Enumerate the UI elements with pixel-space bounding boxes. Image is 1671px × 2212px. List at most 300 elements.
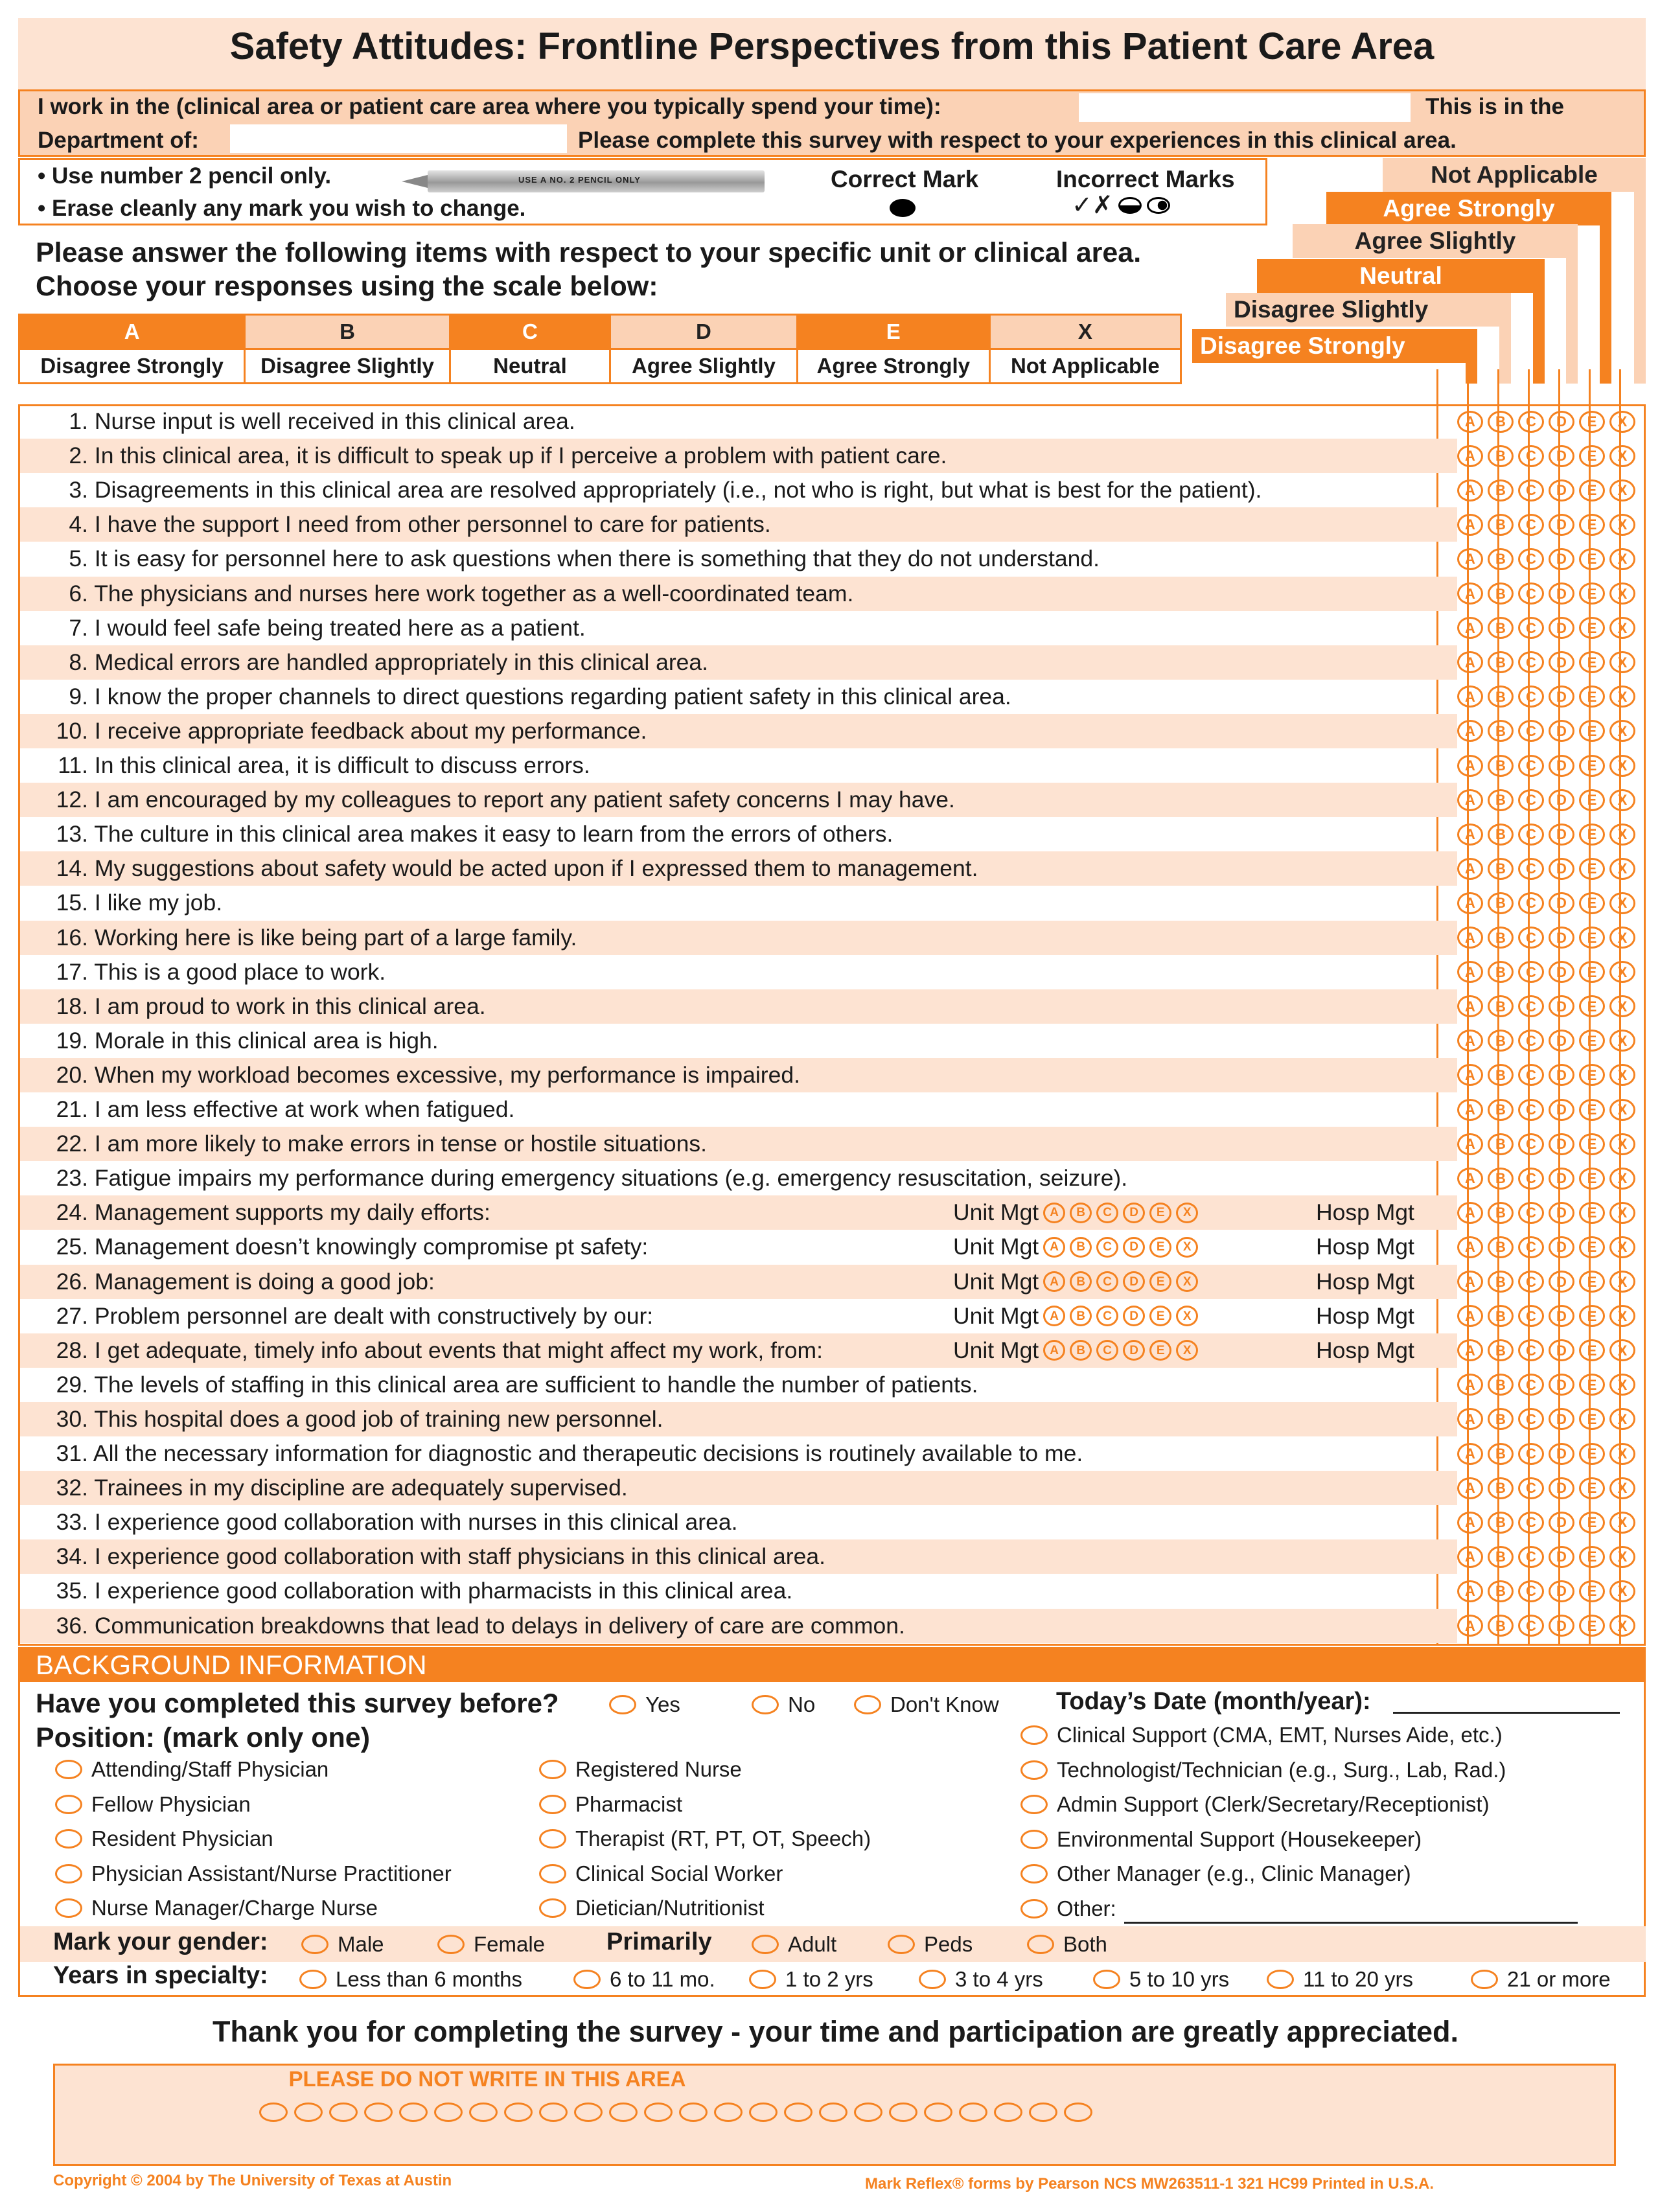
bubble-d[interactable]: D (1549, 651, 1574, 673)
bubble-c[interactable]: C (1518, 1236, 1544, 1258)
bubble-c[interactable]: C (1518, 685, 1544, 708)
unit-bubble-b[interactable]: B (1070, 1271, 1092, 1292)
bubble-c[interactable]: C (1518, 582, 1544, 605)
bubble-c[interactable]: C (1518, 617, 1544, 639)
bubble-c[interactable]: C (1518, 1477, 1544, 1499)
position-radio[interactable] (539, 1864, 566, 1884)
bubble-a[interactable]: A (1457, 789, 1483, 811)
bubble-a[interactable]: A (1457, 1168, 1483, 1190)
bubble-e[interactable]: E (1579, 685, 1605, 708)
bubble-a[interactable]: A (1457, 1030, 1483, 1052)
bubble-d[interactable]: D (1549, 961, 1574, 983)
years-radio[interactable] (749, 1970, 776, 1989)
bubble-a[interactable]: A (1457, 892, 1483, 914)
option-adult[interactable] (752, 1932, 836, 1957)
bubble-d[interactable]: D (1549, 995, 1574, 1017)
bubble-e[interactable]: E (1579, 445, 1605, 467)
unit-bubble-c[interactable]: C (1096, 1203, 1118, 1223)
bubble-e[interactable]: E (1579, 1133, 1605, 1155)
position-radio[interactable] (1020, 1760, 1048, 1780)
bubble-c[interactable]: C (1518, 961, 1544, 983)
bubble-b[interactable]: B (1488, 755, 1514, 777)
unit-bubble-e[interactable]: E (1149, 1203, 1171, 1223)
bubble-a[interactable]: A (1457, 961, 1483, 983)
bubble-x[interactable]: X (1609, 1064, 1635, 1086)
bubble-d[interactable]: D (1549, 1271, 1574, 1293)
bubble-e[interactable]: E (1579, 927, 1605, 949)
bubble-x[interactable]: X (1609, 1236, 1635, 1258)
bubble-d[interactable]: D (1549, 1546, 1574, 1568)
unit-bubble-e[interactable]: E (1149, 1237, 1171, 1258)
bubble-b[interactable]: B (1488, 720, 1514, 742)
bubble-a[interactable]: A (1457, 1339, 1483, 1361)
bubble-e[interactable]: E (1579, 548, 1605, 570)
bubble-e[interactable]: E (1579, 617, 1605, 639)
bubble-d[interactable]: D (1549, 479, 1574, 501)
bubble-c[interactable]: C (1518, 858, 1544, 880)
bubble-b[interactable]: B (1488, 582, 1514, 605)
bubble-e[interactable]: E (1579, 1064, 1605, 1086)
position-option[interactable] (1020, 1861, 1411, 1886)
unit-bubble-x[interactable]: X (1176, 1237, 1198, 1258)
bubble-b[interactable]: B (1488, 1580, 1514, 1602)
bubble-c[interactable]: C (1518, 514, 1544, 536)
position-radio[interactable] (55, 1760, 82, 1779)
bubble-c[interactable]: C (1518, 927, 1544, 949)
bubble-d[interactable]: D (1549, 789, 1574, 811)
bubble-b[interactable]: B (1488, 1546, 1514, 1568)
bubble-e[interactable]: E (1579, 1168, 1605, 1190)
unit-bubble-d[interactable]: D (1123, 1340, 1145, 1361)
bubble-a[interactable]: A (1457, 755, 1483, 777)
bubble-x[interactable]: X (1609, 1305, 1635, 1327)
bubble-e[interactable]: E (1579, 892, 1605, 914)
years-radio[interactable] (919, 1970, 946, 1989)
bubble-x[interactable]: X (1609, 824, 1635, 846)
position-radio[interactable] (1020, 1864, 1048, 1884)
position-radio[interactable] (55, 1829, 82, 1849)
unit-bubble-d[interactable]: D (1123, 1306, 1145, 1326)
bubble-x[interactable]: X (1609, 1477, 1635, 1499)
bubble-d[interactable]: D (1549, 824, 1574, 846)
position-radio[interactable] (1020, 1795, 1048, 1814)
bubble-x[interactable]: X (1609, 685, 1635, 708)
bubble-e[interactable]: E (1579, 1615, 1605, 1637)
position-option[interactable] (539, 1896, 765, 1920)
bubble-a[interactable]: A (1457, 651, 1483, 673)
bubble-b[interactable]: B (1488, 1512, 1514, 1534)
bubble-b[interactable]: B (1488, 1477, 1514, 1499)
unit-bubble-c[interactable]: C (1096, 1237, 1118, 1258)
option-peds[interactable] (888, 1932, 973, 1957)
radio-peds[interactable] (888, 1935, 915, 1954)
bubble-a[interactable]: A (1457, 720, 1483, 742)
bubble-a[interactable]: A (1457, 1271, 1483, 1293)
bubble-b[interactable]: B (1488, 1030, 1514, 1052)
bubble-a[interactable]: A (1457, 548, 1483, 570)
bubble-b[interactable]: B (1488, 1168, 1514, 1190)
position-radio[interactable] (1020, 1725, 1048, 1745)
bubble-d[interactable]: D (1549, 685, 1574, 708)
radio-no[interactable] (752, 1695, 779, 1714)
bubble-b[interactable]: B (1488, 995, 1514, 1017)
bubble-c[interactable]: C (1518, 1099, 1544, 1121)
bubble-b[interactable]: B (1488, 1099, 1514, 1121)
bubble-e[interactable]: E (1579, 1099, 1605, 1121)
bubble-e[interactable]: E (1579, 1580, 1605, 1602)
bubble-c[interactable]: C (1518, 1339, 1544, 1361)
bubble-c[interactable]: C (1518, 1133, 1544, 1155)
bubble-b[interactable]: B (1488, 824, 1514, 846)
unit-bubble-c[interactable]: C (1096, 1340, 1118, 1361)
position-option[interactable] (1020, 1758, 1506, 1782)
radio-adult[interactable] (752, 1935, 779, 1954)
bubble-e[interactable]: E (1579, 1271, 1605, 1293)
bubble-x[interactable]: X (1609, 411, 1635, 433)
unit-bubble-e[interactable]: E (1149, 1340, 1171, 1361)
bubble-c[interactable]: C (1518, 995, 1544, 1017)
bubble-x[interactable]: X (1609, 1408, 1635, 1430)
bubble-e[interactable]: E (1579, 961, 1605, 983)
bubble-e[interactable]: E (1579, 514, 1605, 536)
bubble-e[interactable]: E (1579, 789, 1605, 811)
bubble-c[interactable]: C (1518, 479, 1544, 501)
bubble-x[interactable]: X (1609, 1615, 1635, 1637)
radio-male[interactable] (301, 1935, 328, 1954)
bubble-c[interactable]: C (1518, 892, 1544, 914)
bubble-d[interactable]: D (1549, 1512, 1574, 1534)
bubble-a[interactable]: A (1457, 824, 1483, 846)
bubble-e[interactable]: E (1579, 720, 1605, 742)
bubble-c[interactable]: C (1518, 1512, 1544, 1534)
bubble-d[interactable]: D (1549, 892, 1574, 914)
position-option[interactable] (55, 1861, 452, 1886)
bubble-c[interactable]: C (1518, 1615, 1544, 1637)
bubble-c[interactable]: C (1518, 1030, 1544, 1052)
bubble-d[interactable]: D (1549, 1580, 1574, 1602)
bubble-a[interactable]: A (1457, 1546, 1483, 1568)
bubble-d[interactable]: D (1549, 1236, 1574, 1258)
bubble-d[interactable]: D (1549, 617, 1574, 639)
bubble-e[interactable]: E (1579, 1512, 1605, 1534)
bubble-a[interactable]: A (1457, 479, 1483, 501)
bubble-c[interactable]: C (1518, 1271, 1544, 1293)
years-option[interactable] (1267, 1967, 1413, 1992)
department-field[interactable] (230, 124, 567, 153)
bubble-x[interactable]: X (1609, 927, 1635, 949)
bubble-e[interactable]: E (1579, 1202, 1605, 1224)
bubble-x[interactable]: X (1609, 1580, 1635, 1602)
date-field-line[interactable] (1393, 1712, 1620, 1714)
bubble-x[interactable]: X (1609, 1030, 1635, 1052)
bubble-a[interactable]: A (1457, 927, 1483, 949)
bubble-x[interactable]: X (1609, 479, 1635, 501)
bubble-d[interactable]: D (1549, 1615, 1574, 1637)
bubble-d[interactable]: D (1549, 1339, 1574, 1361)
bubble-d[interactable]: D (1549, 548, 1574, 570)
years-option[interactable] (299, 1967, 522, 1992)
bubble-e[interactable]: E (1579, 824, 1605, 846)
bubble-x[interactable]: X (1609, 1374, 1635, 1396)
bubble-a[interactable]: A (1457, 995, 1483, 1017)
bubble-d[interactable]: D (1549, 1374, 1574, 1396)
bubble-c[interactable]: C (1518, 1305, 1544, 1327)
bubble-b[interactable]: B (1488, 1374, 1514, 1396)
bubble-c[interactable]: C (1518, 720, 1544, 742)
years-option[interactable] (749, 1967, 873, 1992)
years-option[interactable] (1093, 1967, 1229, 1992)
bubble-x[interactable]: X (1609, 789, 1635, 811)
bubble-d[interactable]: D (1549, 445, 1574, 467)
bubble-c[interactable]: C (1518, 824, 1544, 846)
option-dont-know[interactable] (854, 1692, 999, 1717)
position-option[interactable] (539, 1826, 871, 1851)
bubble-b[interactable]: B (1488, 1271, 1514, 1293)
unit-bubble-e[interactable]: E (1149, 1306, 1171, 1326)
bubble-a[interactable]: A (1457, 1512, 1483, 1534)
position-radio[interactable] (539, 1829, 566, 1849)
bubble-e[interactable]: E (1579, 755, 1605, 777)
position-option[interactable] (1020, 1792, 1490, 1817)
bubble-x[interactable]: X (1609, 651, 1635, 673)
unit-bubble-b[interactable]: B (1070, 1203, 1092, 1223)
position-option[interactable] (1020, 1723, 1503, 1747)
bubble-x[interactable]: X (1609, 1099, 1635, 1121)
radio-both[interactable] (1027, 1935, 1054, 1954)
bubble-a[interactable]: A (1457, 1443, 1483, 1465)
position-option[interactable] (1020, 1896, 1116, 1921)
bubble-e[interactable]: E (1579, 1408, 1605, 1430)
bubble-b[interactable]: B (1488, 858, 1514, 880)
position-radio[interactable] (539, 1795, 566, 1814)
bubble-d[interactable]: D (1549, 755, 1574, 777)
unit-bubble-c[interactable]: C (1096, 1271, 1118, 1292)
years-option[interactable] (919, 1967, 1043, 1992)
position-option[interactable] (55, 1896, 378, 1920)
unit-bubble-b[interactable]: B (1070, 1340, 1092, 1361)
bubble-e[interactable]: E (1579, 1030, 1605, 1052)
bubble-e[interactable]: E (1579, 1339, 1605, 1361)
bubble-a[interactable]: A (1457, 1580, 1483, 1602)
years-radio[interactable] (1093, 1970, 1120, 1989)
bubble-c[interactable]: C (1518, 1580, 1544, 1602)
bubble-a[interactable]: A (1457, 858, 1483, 880)
bubble-a[interactable]: A (1457, 445, 1483, 467)
bubble-d[interactable]: D (1549, 1168, 1574, 1190)
bubble-c[interactable]: C (1518, 1168, 1544, 1190)
bubble-b[interactable]: B (1488, 1133, 1514, 1155)
position-option[interactable] (55, 1757, 328, 1782)
bubble-a[interactable]: A (1457, 1477, 1483, 1499)
bubble-a[interactable]: A (1457, 1202, 1483, 1224)
bubble-e[interactable]: E (1579, 651, 1605, 673)
bubble-b[interactable]: B (1488, 961, 1514, 983)
bubble-c[interactable]: C (1518, 755, 1544, 777)
bubble-x[interactable]: X (1609, 548, 1635, 570)
bubble-x[interactable]: X (1609, 1512, 1635, 1534)
unit-bubble-x[interactable]: X (1176, 1306, 1198, 1326)
option-no[interactable] (752, 1692, 815, 1717)
bubble-c[interactable]: C (1518, 1374, 1544, 1396)
bubble-x[interactable]: X (1609, 1168, 1635, 1190)
bubble-c[interactable]: C (1518, 1202, 1544, 1224)
bubble-c[interactable]: C (1518, 1443, 1544, 1465)
bubble-b[interactable]: B (1488, 1408, 1514, 1430)
bubble-x[interactable]: X (1609, 445, 1635, 467)
bubble-e[interactable]: E (1579, 1236, 1605, 1258)
bubble-e[interactable]: E (1579, 1374, 1605, 1396)
unit-bubble-a[interactable]: A (1043, 1271, 1065, 1292)
bubble-x[interactable]: X (1609, 1133, 1635, 1155)
bubble-x[interactable]: X (1609, 1271, 1635, 1293)
bubble-x[interactable]: X (1609, 892, 1635, 914)
bubble-a[interactable]: A (1457, 1305, 1483, 1327)
bubble-b[interactable]: B (1488, 1305, 1514, 1327)
unit-bubble-a[interactable]: A (1043, 1340, 1065, 1361)
bubble-b[interactable]: B (1488, 514, 1514, 536)
bubble-x[interactable]: X (1609, 720, 1635, 742)
bubble-x[interactable]: X (1609, 755, 1635, 777)
unit-bubble-x[interactable]: X (1176, 1271, 1198, 1292)
years-radio[interactable] (573, 1970, 601, 1989)
bubble-a[interactable]: A (1457, 582, 1483, 605)
position-option[interactable] (1020, 1827, 1422, 1852)
position-radio[interactable] (539, 1898, 566, 1918)
bubble-d[interactable]: D (1549, 1477, 1574, 1499)
radio-female[interactable] (437, 1935, 465, 1954)
unit-bubble-b[interactable]: B (1070, 1306, 1092, 1326)
unit-bubble-c[interactable]: C (1096, 1306, 1118, 1326)
bubble-b[interactable]: B (1488, 685, 1514, 708)
bubble-d[interactable]: D (1549, 1099, 1574, 1121)
bubble-a[interactable]: A (1457, 1236, 1483, 1258)
bubble-c[interactable]: C (1518, 548, 1544, 570)
bubble-a[interactable]: A (1457, 514, 1483, 536)
other-position-line[interactable] (1124, 1922, 1578, 1924)
bubble-d[interactable]: D (1549, 411, 1574, 433)
unit-bubble-d[interactable]: D (1123, 1237, 1145, 1258)
years-radio[interactable] (299, 1970, 327, 1989)
bubble-a[interactable]: A (1457, 1064, 1483, 1086)
bubble-d[interactable]: D (1549, 514, 1574, 536)
bubble-c[interactable]: C (1518, 651, 1544, 673)
bubble-a[interactable]: A (1457, 411, 1483, 433)
bubble-a[interactable]: A (1457, 1615, 1483, 1637)
bubble-d[interactable]: D (1549, 1443, 1574, 1465)
bubble-a[interactable]: A (1457, 1099, 1483, 1121)
years-option[interactable] (1471, 1967, 1611, 1992)
bubble-b[interactable]: B (1488, 927, 1514, 949)
option-male[interactable] (301, 1932, 384, 1957)
position-option[interactable] (539, 1861, 783, 1886)
bubble-b[interactable]: B (1488, 548, 1514, 570)
unit-bubble-x[interactable]: X (1176, 1340, 1198, 1361)
years-radio[interactable] (1267, 1970, 1294, 1989)
position-option[interactable] (539, 1792, 682, 1817)
bubble-b[interactable]: B (1488, 892, 1514, 914)
bubble-e[interactable]: E (1579, 1546, 1605, 1568)
bubble-x[interactable]: X (1609, 961, 1635, 983)
bubble-a[interactable]: A (1457, 685, 1483, 708)
option-both[interactable] (1027, 1932, 1107, 1957)
bubble-c[interactable]: C (1518, 445, 1544, 467)
bubble-b[interactable]: B (1488, 1064, 1514, 1086)
bubble-e[interactable]: E (1579, 479, 1605, 501)
bubble-d[interactable]: D (1549, 1064, 1574, 1086)
unit-bubble-a[interactable]: A (1043, 1237, 1065, 1258)
bubble-d[interactable]: D (1549, 1305, 1574, 1327)
bubble-d[interactable]: D (1549, 1408, 1574, 1430)
position-option[interactable] (55, 1792, 251, 1817)
bubble-c[interactable]: C (1518, 789, 1544, 811)
bubble-d[interactable]: D (1549, 927, 1574, 949)
bubble-b[interactable]: B (1488, 789, 1514, 811)
bubble-b[interactable]: B (1488, 651, 1514, 673)
position-radio[interactable] (55, 1795, 82, 1814)
bubble-b[interactable]: B (1488, 1236, 1514, 1258)
bubble-c[interactable]: C (1518, 1064, 1544, 1086)
bubble-e[interactable]: E (1579, 411, 1605, 433)
bubble-c[interactable]: C (1518, 411, 1544, 433)
bubble-d[interactable]: D (1549, 858, 1574, 880)
option-female[interactable] (437, 1932, 545, 1957)
unit-bubble-a[interactable]: A (1043, 1306, 1065, 1326)
bubble-x[interactable]: X (1609, 582, 1635, 605)
bubble-d[interactable]: D (1549, 1030, 1574, 1052)
years-option[interactable] (573, 1967, 715, 1992)
unit-bubble-e[interactable]: E (1149, 1271, 1171, 1292)
bubble-a[interactable]: A (1457, 1374, 1483, 1396)
bubble-b[interactable]: B (1488, 445, 1514, 467)
position-radio[interactable] (55, 1864, 82, 1884)
clinical-area-field[interactable] (1079, 93, 1411, 122)
bubble-x[interactable]: X (1609, 995, 1635, 1017)
bubble-e[interactable]: E (1579, 858, 1605, 880)
bubble-e[interactable]: E (1579, 1477, 1605, 1499)
bubble-d[interactable]: D (1549, 1133, 1574, 1155)
option-yes[interactable] (609, 1692, 680, 1717)
bubble-a[interactable]: A (1457, 617, 1483, 639)
position-option[interactable] (539, 1757, 742, 1782)
bubble-e[interactable]: E (1579, 1305, 1605, 1327)
bubble-d[interactable]: D (1549, 582, 1574, 605)
bubble-a[interactable]: A (1457, 1133, 1483, 1155)
bubble-d[interactable]: D (1549, 1202, 1574, 1224)
radio-dont-know[interactable] (854, 1695, 881, 1714)
bubble-a[interactable]: A (1457, 1408, 1483, 1430)
bubble-x[interactable]: X (1609, 858, 1635, 880)
bubble-c[interactable]: C (1518, 1408, 1544, 1430)
unit-bubble-a[interactable]: A (1043, 1203, 1065, 1223)
bubble-x[interactable]: X (1609, 1202, 1635, 1224)
bubble-b[interactable]: B (1488, 1443, 1514, 1465)
bubble-b[interactable]: B (1488, 1202, 1514, 1224)
position-option[interactable] (55, 1826, 273, 1851)
bubble-x[interactable]: X (1609, 617, 1635, 639)
bubble-x[interactable]: X (1609, 1443, 1635, 1465)
position-radio[interactable] (55, 1898, 82, 1918)
bubble-b[interactable]: B (1488, 479, 1514, 501)
bubble-b[interactable]: B (1488, 1339, 1514, 1361)
years-radio[interactable] (1471, 1970, 1498, 1989)
radio-yes[interactable] (609, 1695, 636, 1714)
bubble-b[interactable]: B (1488, 411, 1514, 433)
position-radio[interactable] (539, 1760, 566, 1779)
unit-bubble-b[interactable]: B (1070, 1237, 1092, 1258)
position-radio[interactable] (1020, 1899, 1048, 1918)
unit-bubble-d[interactable]: D (1123, 1203, 1145, 1223)
unit-bubble-d[interactable]: D (1123, 1271, 1145, 1292)
